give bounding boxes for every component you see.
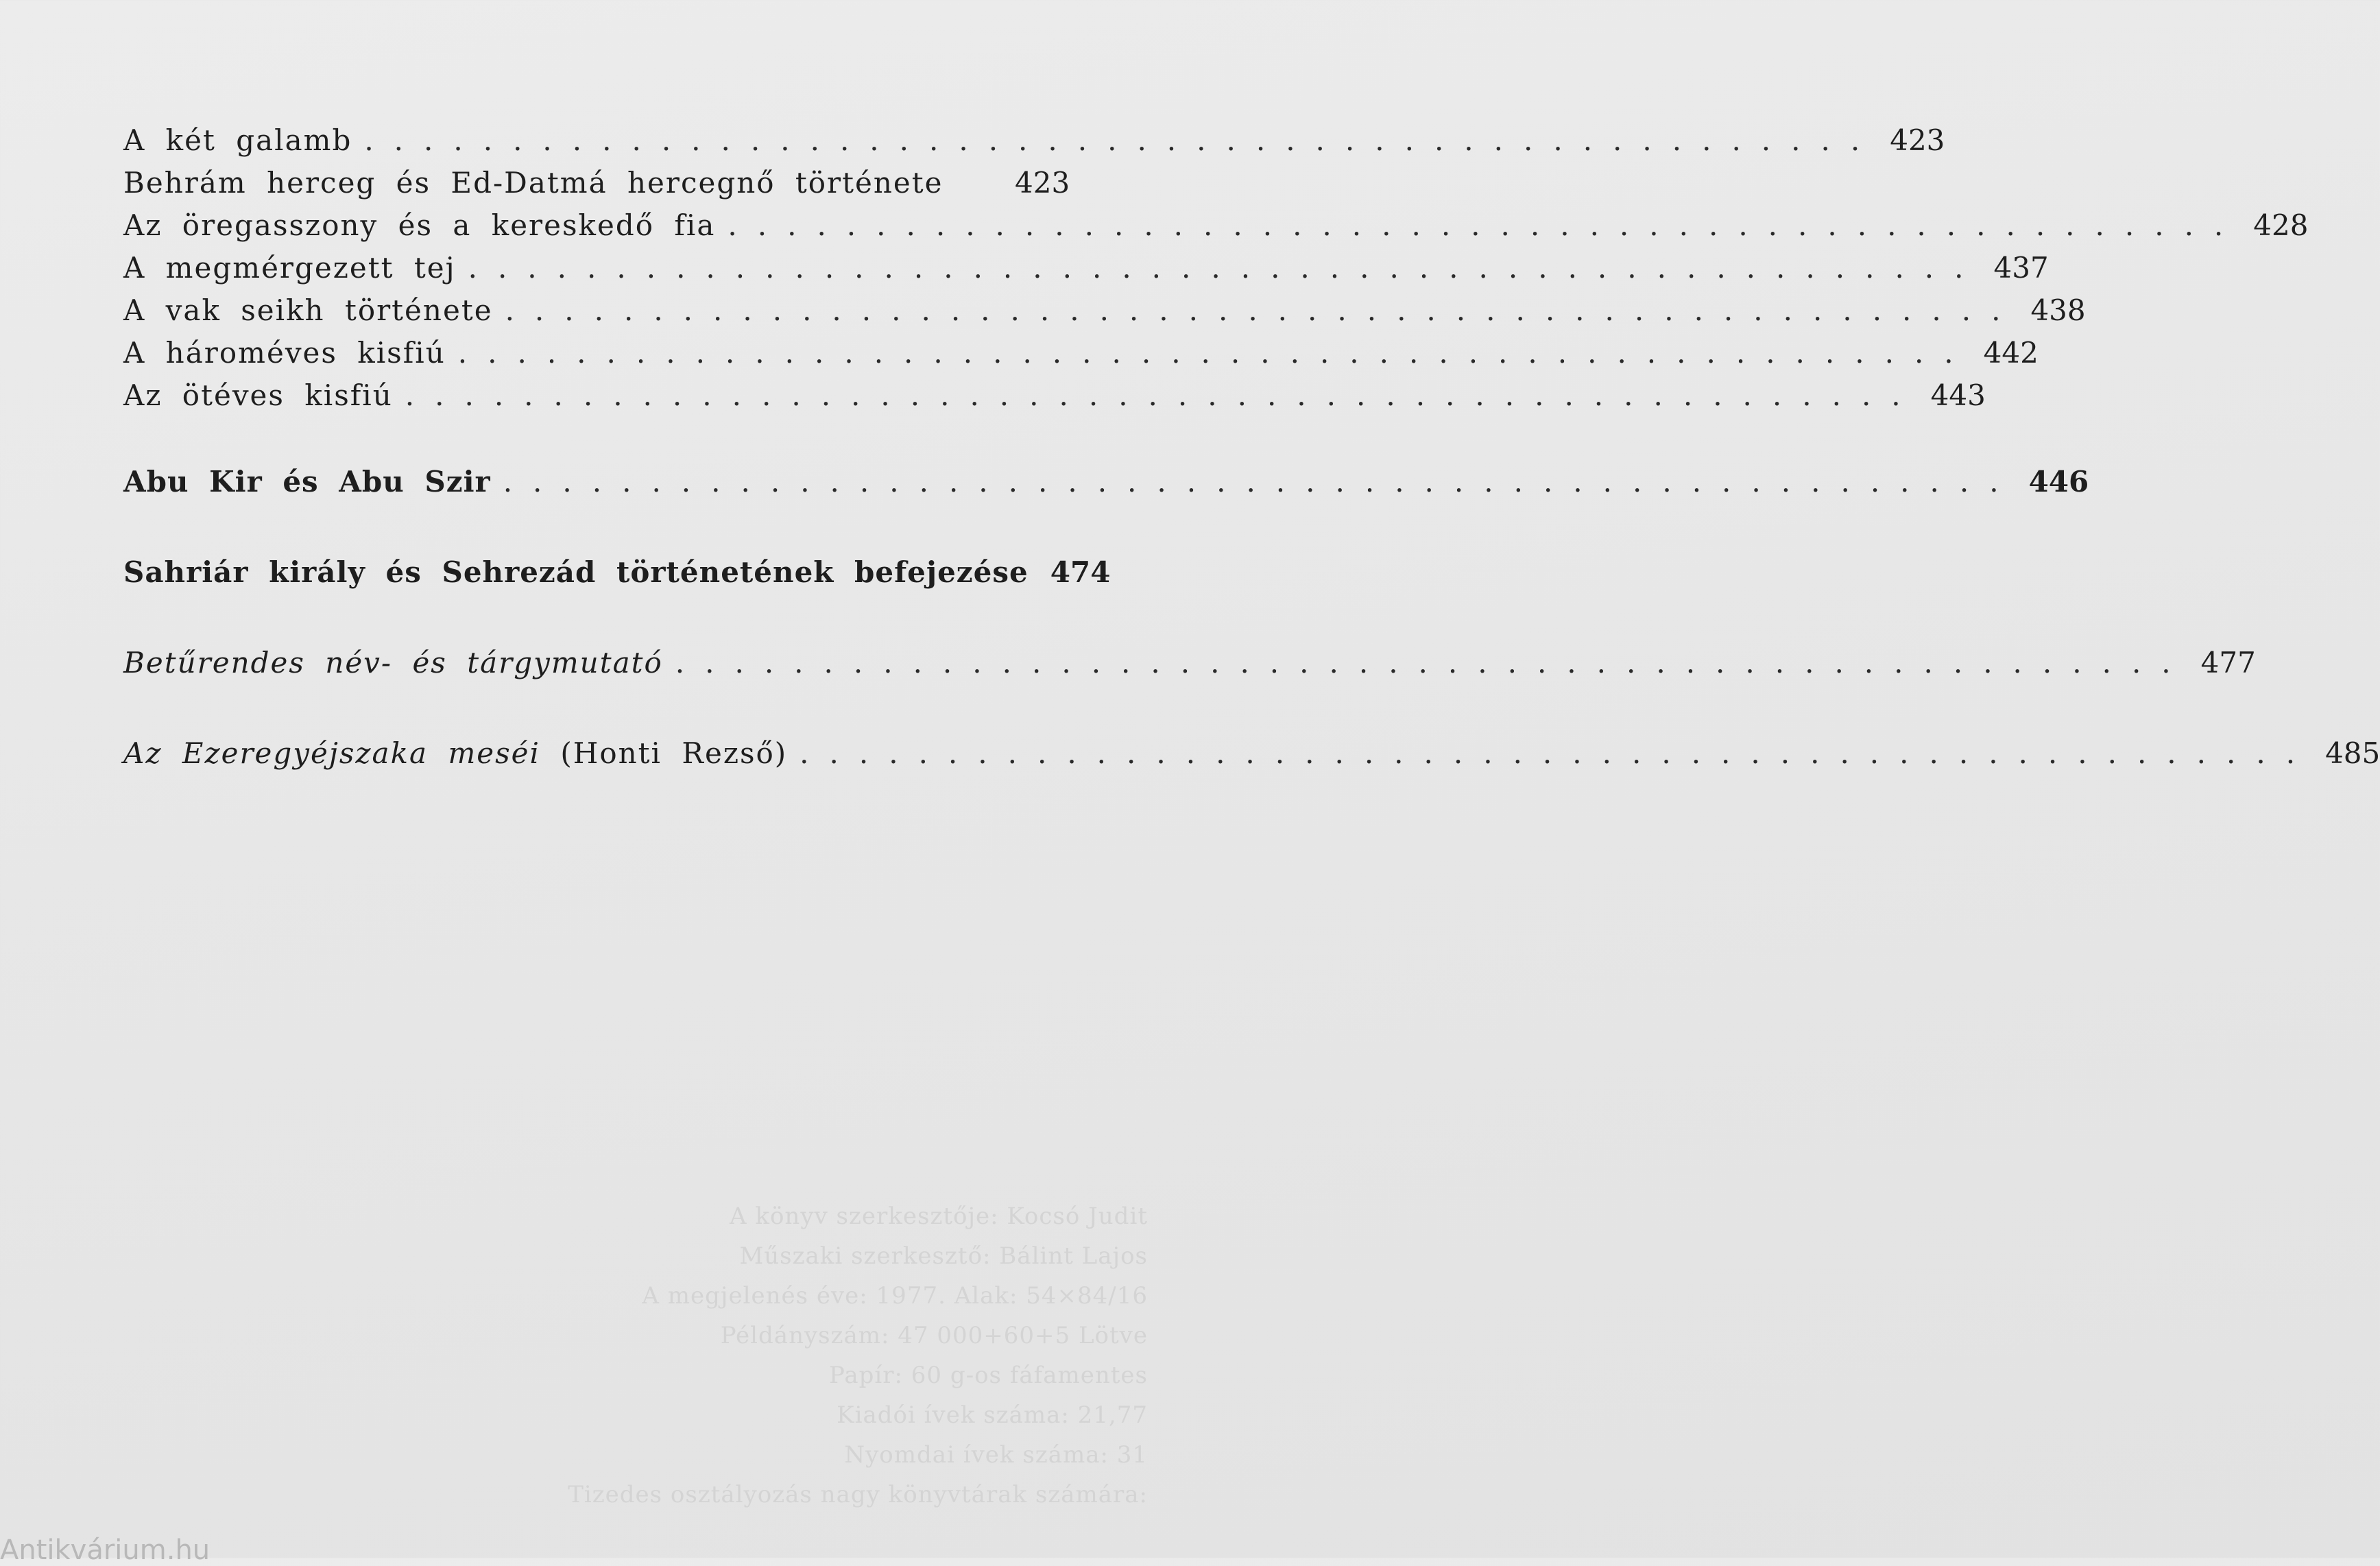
dot-leader: ................................................... <box>800 736 2316 770</box>
toc-essay-title <box>123 736 787 770</box>
toc-section-entry <box>123 465 2089 507</box>
imprint-line: Papír: 60 g-os fáfamentes <box>828 1362 1148 1389</box>
toc-index-page: 477 <box>2200 646 2256 679</box>
toc-entry-title: A vak seikh története <box>123 293 493 327</box>
toc-section-page: 474 <box>1050 555 1111 589</box>
toc-entry <box>123 336 2039 378</box>
imprint-line: A megjelenés éve: 1977. Alak: 54×84/16 <box>642 1282 1148 1310</box>
toc-essay-entry <box>123 736 2380 779</box>
dot-leader: ................................................... <box>505 293 2021 327</box>
dot-leader: ................................................... <box>405 378 1921 412</box>
toc-essay-page: 485 <box>2325 736 2380 770</box>
dot-leader: ................................................... <box>675 646 2191 679</box>
toc-section-title: Sahriár király és Sehrezád történetének befejezése <box>123 555 1029 589</box>
toc-entry-page: 428 <box>2253 208 2309 242</box>
dot-leader: ................................................... <box>503 465 2019 498</box>
dot-leader: ................................................... <box>364 123 1881 157</box>
imprint-line: Nyomdai ívek száma: 31 <box>844 1441 1148 1469</box>
toc-entry-page: 442 <box>1983 336 2039 370</box>
dot-leader: ................................................... <box>457 336 1974 370</box>
table-of-contents <box>123 123 2380 779</box>
toc-entry-page: 423 <box>1890 123 1945 157</box>
toc-entry-title: A két galamb <box>123 123 352 157</box>
toc-section-entry <box>123 555 1111 598</box>
dot-leader: ................................................... <box>468 251 1984 285</box>
toc-section-title: Abu Kir és Abu Szir <box>123 465 491 498</box>
toc-entry <box>123 123 1945 166</box>
toc-entry <box>123 378 1986 421</box>
watermark: Antikvárium.hu <box>0 1534 211 1566</box>
imprint-line: Műszaki szerkesztő: Bálint Lajos <box>739 1242 1148 1270</box>
toc-entry-title: A hároméves kisfiú <box>123 336 446 370</box>
toc-entry <box>123 166 1070 208</box>
toc-section-page: 446 <box>2028 465 2089 498</box>
toc-entry-title: Az ötéves kisfiú <box>123 378 393 412</box>
toc-entry <box>123 208 2309 251</box>
essay-author: (Honti Rezső) <box>560 736 788 770</box>
toc-entry-page: 437 <box>1993 251 2049 285</box>
toc-entry-title: A megmérgezett tej <box>123 251 456 285</box>
toc-entry <box>123 251 2049 293</box>
dot-leader: ................................................... <box>728 208 2244 242</box>
toc-entry-page: 423 <box>1015 166 1070 200</box>
essay-title-text: Az Ezeregyéjszaka meséi <box>123 736 540 770</box>
imprint-line: Kiadói ívek száma: 21,77 <box>837 1401 1148 1429</box>
toc-index-title <box>123 646 663 679</box>
toc-entry <box>123 293 2086 336</box>
imprint-line: Példányszám: 47 000+60+5 Lötve <box>720 1322 1148 1349</box>
toc-index-entry <box>123 646 2256 688</box>
toc-entry-page: 438 <box>2030 293 2086 327</box>
imprint-line: Tizedes osztályozás nagy könyvtárak számára: <box>568 1481 1148 1508</box>
toc-entry-title: Az öregasszony és a kereskedő fia <box>123 208 716 242</box>
imprint-block <box>531 1196 1148 1515</box>
toc-entry-title: Behrám herceg és Ed-Datmá hercegnő története <box>123 166 943 200</box>
index-title-text: Betűrendes név- és tárgymutató <box>123 646 663 679</box>
imprint-line: A könyv szerkesztője: Kocsó Judit <box>730 1203 1148 1230</box>
toc-entry-page: 443 <box>1930 378 1986 412</box>
